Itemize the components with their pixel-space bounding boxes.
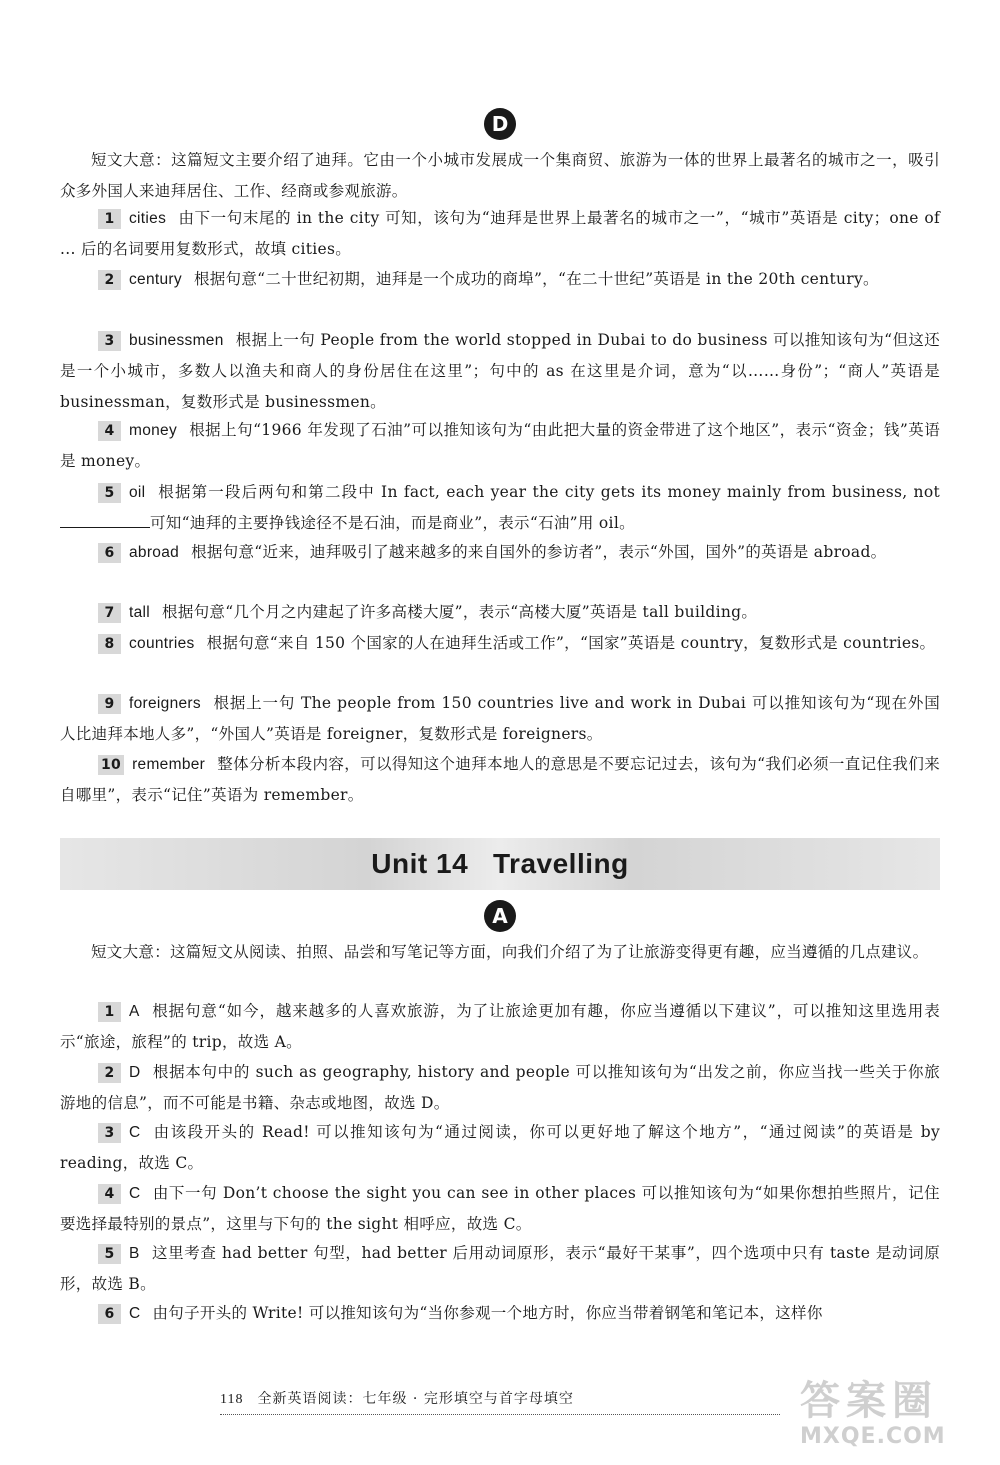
explanation-part-2: 可知“迪拜的主要挣钱途径不是石油，而是商业”，表示“石油”用 oil。 <box>150 514 635 532</box>
explanation: 根据本句中的 such as geography, history and people 可以推知该句为“出发之前，你应当找一些关于你旅游地的信息”，而不可能是书籍、杂志或地图，故选 D。 <box>60 1063 940 1112</box>
answer-word: abroad <box>129 544 180 561</box>
section-d-badge: D <box>484 108 516 140</box>
explanation: 由下一句 Don’t choose the sight you can see in other places 可以推知该句为“如果你想拍些照片，记住要选择最特别的景点”，这里与下句的 the sight 相呼应，故选 C。 <box>60 1184 940 1233</box>
book-title: 全新英语阅读：七年级 · 完形填空与首字母填空 <box>257 1391 574 1407</box>
answer-word: remember <box>132 756 206 773</box>
answer-item-d3: 3 businessmen 根据上一句 People from the world stopped in Dubai to do business 可以推知该句为“但这还是一个小城市，多数人以渔夫和商人的身份居住在这里”；句中的 as 在这里是介词，意为“以……身份”；“商人”英语是 businessman，复数形式是 businessmen。 <box>60 331 940 411</box>
answer-item-d10: 10 remember 整体分析本段内容，可以得知这个迪拜本地人的意思是不要忘记过去，该句为“我们必须一直记住我们来自哪里”，表示“记住”英语为 remember。 <box>60 755 940 804</box>
explanation: 根据上句“1966 年发现了石油”可以推知该句为“由此把大量的资金带进了这个地区”，表示“资金；钱”英语是 money。 <box>60 421 940 470</box>
fill-blank <box>60 511 150 528</box>
answer-word: money <box>129 422 178 439</box>
answer-word: countries <box>129 635 195 652</box>
answer-letter: C <box>129 1124 141 1141</box>
explanation: 由句子开头的 Write! 可以推知该句为“当你参观一个地方时，你应当带着钢笔和笔记本，这样你 <box>152 1304 823 1322</box>
explanation: 根据句意“如今，越来越多的人喜欢旅游，为了让旅途更加有趣，你应当遵循以下建议”，可以推知这里选用表示“旅途，旅程”的 trip，故选 A。 <box>60 1002 940 1051</box>
answer-item-a1: 1 A 根据句意“如今，越来越多的人喜欢旅游，为了让旅途更加有趣，你应当遵循以下建议”，可以推知这里选用表示“旅途，旅程”的 trip，故选 A。 <box>60 1002 940 1051</box>
answer-word: oil <box>129 484 146 501</box>
answer-item-d5: 5 oil 根据第一段后两句和第二段中 In fact, each year the city gets its money mainly from business, not 可知“迪拜的主要挣钱途径不是石油，而是商业”，表示“石油”用 oil。 <box>60 477 940 539</box>
answer-item-a4: 4 C 由下一句 Don’t choose the sight you can see in other places 可以推知该句为“如果你想拍些照片，记住要选择最特别的景点”，这里与下句的 the sight 相呼应，故选 C。 <box>60 1184 940 1233</box>
explanation: 根据句意“二十世纪初期，迪拜是一个成功的商埠”，“在二十世纪”英语是 in the 20th century。 <box>193 270 879 288</box>
answer-letter: C <box>129 1305 141 1322</box>
answer-item-d9: 9 foreigners 根据上一句 The people from 150 countries live and work in Dubai 可以推知该句为“现在外国人比迪拜本地人多”，“外国人”英语是 foreigner，复数形式是 foreigners。 <box>60 694 940 743</box>
answer-item-d8: 8 countries 根据句意“来自 150 个国家的人在迪拜生活或工作”，“国家”英语是 country，复数形式是 countries。 <box>60 628 940 659</box>
explanation: 根据上一句 The people from 150 countries live and work in Dubai 可以推知该句为“现在外国人比迪拜本地人多”，“外国人”英语是 foreigner，复数形式是 foreigners。 <box>60 694 940 743</box>
answer-item-d6: 6 abroad 根据句意“近来，迪拜吸引了越来越多的来自国外的参访者”，表示“外国，国外”的英语是 abroad。 <box>60 537 940 568</box>
explanation: 根据句意“几个月之内建起了许多高楼大厦”，表示“高楼大厦”英语是 tall building。 <box>162 603 758 621</box>
page-footer <box>220 1388 780 1415</box>
section-a-badge: A <box>484 900 516 932</box>
answer-item-a3: 3 C 由该段开头的 Read! 可以推知该句为“通过阅读，你可以更好地了解这个地方”，“通过阅读”的英语是 by reading，故选 C。 <box>60 1123 940 1172</box>
explanation: 整体分析本段内容，可以得知这个迪拜本地人的意思是不要忘记过去，该句为“我们必须一直记住我们来自哪里”，表示“记住”英语为 remember。 <box>60 755 940 804</box>
unit-title: Unit 14 Travelling <box>371 848 629 879</box>
explanation: 这里考查 had better 句型，had better 后用动词原形，表示“最好干某事”，四个选项中只有 taste 是动词原形，故选 B。 <box>60 1244 940 1293</box>
answer-item-d7: 7 tall 根据句意“几个月之内建起了许多高楼大厦”，表示“高楼大厦”英语是 tall building。 <box>60 597 940 628</box>
explanation-part-1: 根据第一段后两句和第二段中 In fact, each year the city gets its money mainly from business, not <box>157 483 940 501</box>
answer-letter: B <box>129 1245 140 1262</box>
watermark-top-text: 答案圈 <box>800 1378 938 1424</box>
page-number: 118 <box>220 1392 244 1407</box>
answer-item-a2: 2 D 根据本句中的 such as geography, history and people 可以推知该句为“出发之前，你应当找一些关于你旅游地的信息”，而不可能是书籍、杂志或地图，故选 D。 <box>60 1063 940 1112</box>
watermark-logo <box>800 1378 980 1458</box>
watermark-bottom-text: MXQE.COM <box>800 1424 946 1449</box>
explanation: 由下一句末尾的 in the city 可知，该句为“迪拜是世界上最著名的城市之一”，“城市”英语是 city；one of ... 后的名词要用复数形式，故填 cities。 <box>60 209 940 258</box>
answer-letter: D <box>129 1064 141 1081</box>
answer-item-a6: 6 C 由句子开头的 Write! 可以推知该句为“当你参观一个地方时，你应当带着钢笔和笔记本，这样你 <box>60 1298 940 1329</box>
section-d-summary: 短文大意：这篇短文主要介绍了迪拜。它由一个小城市发展成一个集商贸、旅游为一体的世界上最著名的城市之一，吸引众多外国人来迪拜居住、工作、经商或参观旅游。 <box>60 151 940 200</box>
explanation: 根据句意“来自 150 个国家的人在迪拜生活或工作”，“国家”英语是 country，复数形式是 countries。 <box>206 634 936 652</box>
answer-letter: A <box>129 1003 140 1020</box>
answer-word: foreigners <box>129 695 201 712</box>
explanation: 由该段开头的 Read! 可以推知该句为“通过阅读，你可以更好地了解这个地方”，“通过阅读”的英语是 by reading，故选 C。 <box>60 1123 940 1172</box>
answer-item-d2: 2 century 根据句意“二十世纪初期，迪拜是一个成功的商埠”，“在二十世纪”英语是 in the 20th century。 <box>60 264 940 295</box>
answer-item-a5: 5 B 这里考查 had better 句型，had better 后用动词原形，表示“最好干某事”，四个选项中只有 taste 是动词原形，故选 B。 <box>60 1244 940 1293</box>
answer-item-d4: 4 money 根据上句“1966 年发现了石油”可以推知该句为“由此把大量的资金带进了这个地区”，表示“资金；钱”英语是 money。 <box>60 421 940 470</box>
answer-item-d1: 1 cities 由下一句末尾的 in the city 可知，该句为“迪拜是世界上最著名的城市之一”，“城市”英语是 city；one of ... 后的名词要用复数形式，故填 cities。 <box>60 209 940 258</box>
section-a-summary: 短文大意：这篇短文从阅读、拍照、品尝和写笔记等方面，向我们介绍了为了让旅游变得更有趣，应当遵循的几点建议。 <box>91 943 929 961</box>
explanation: 根据句意“近来，迪拜吸引了越来越多的来自国外的参访者”，表示“外国，国外”的英语是 abroad。 <box>191 543 887 561</box>
answer-word: tall <box>129 604 151 621</box>
answer-word: businessmen <box>129 332 224 349</box>
answer-letter: C <box>129 1185 141 1202</box>
explanation: 根据上一句 People from the world stopped in Dubai to do business 可以推知该句为“但这还是一个小城市，多数人以渔夫和商人的身份居住在这里”；句中的 as 在这里是介词，意为“以……身份”；“商人”英语是 businessman，复数形式是 businessmen。 <box>60 331 940 411</box>
answer-word: century <box>129 271 182 288</box>
answer-word: cities <box>129 210 167 227</box>
